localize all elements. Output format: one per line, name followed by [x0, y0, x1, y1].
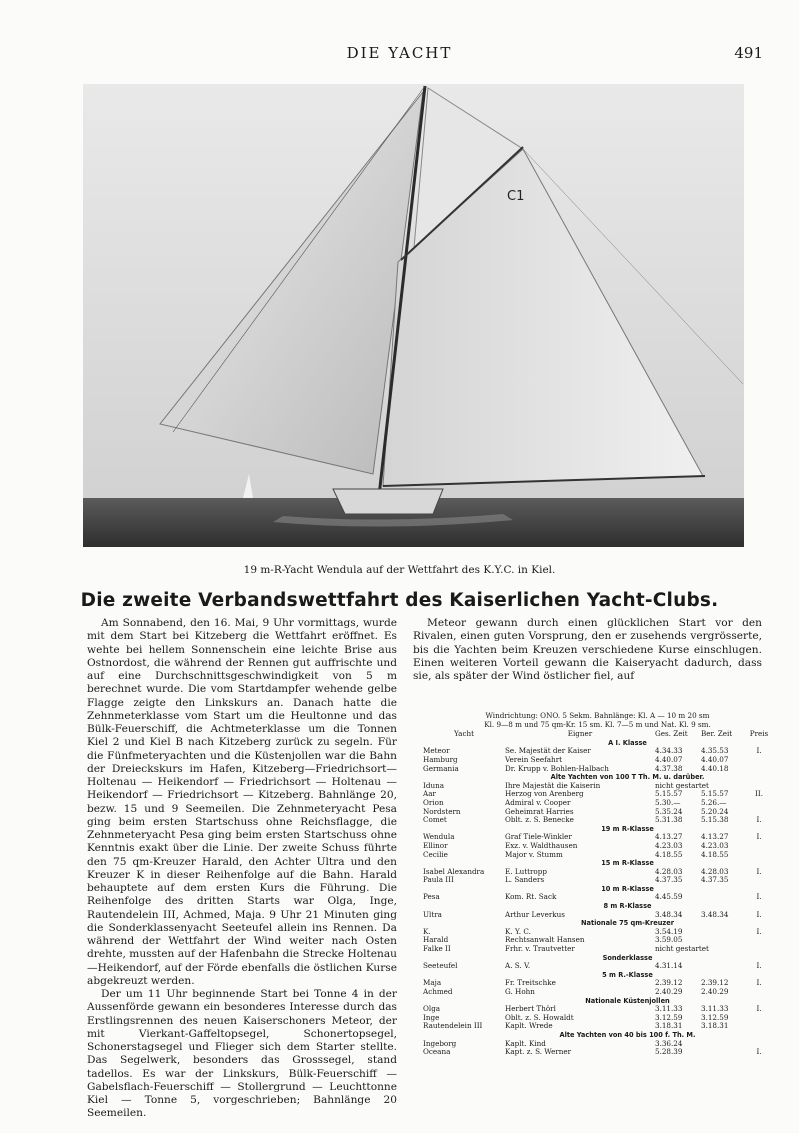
ges-zeit: 4.13.27: [655, 832, 683, 842]
wind-line: Windrichtung: ONO. 5 Sekm. Bahnlänge: Kl. A — 10 m 20 sm: [485, 711, 710, 720]
yacht-name: Ultra: [423, 910, 442, 919]
page-number: 491: [734, 44, 763, 62]
owner-name: Graf Tiele-Winkler: [505, 833, 572, 842]
owner-name: Ihre Majestät die Kaiserin: [505, 781, 601, 790]
owner-name: L. Sanders: [505, 876, 545, 885]
sail-mark: C1: [507, 189, 525, 204]
owner-name: Verein Seefahrt: [505, 755, 563, 764]
owner-name: Arthur Leverkus: [505, 910, 565, 919]
owner-name: Fr. Treitschke: [505, 979, 556, 988]
ber-zeit: [701, 962, 749, 971]
owner-name: Dr. Krupp v. Bohlen-Halbach: [505, 764, 609, 773]
class-heading: 5 m R.-Klasse: [602, 970, 653, 979]
yacht-name: Cecilie: [423, 850, 448, 859]
ber-zeit: 2.40.29: [701, 987, 729, 996]
preis: I.: [756, 1004, 762, 1014]
col-ber-zeit: Ber. Zeit: [701, 729, 733, 739]
ber-zeit: 4.13.27: [701, 832, 729, 842]
ges-zeit: 2.40.29: [655, 987, 683, 996]
ber-zeit: [701, 945, 749, 954]
preis: [749, 876, 769, 885]
owner-name: Frhr. v. Trautvetter: [505, 945, 575, 954]
ges-zeit: 5.30.—: [655, 797, 681, 807]
ges-zeit: 4.37.38: [655, 763, 683, 773]
yacht-name: Ingeborg: [423, 1039, 457, 1048]
preis: [749, 1014, 769, 1023]
yacht-name: Ellinor: [423, 841, 448, 850]
ber-zeit: 5.26.—: [701, 797, 727, 807]
ges-zeit: 3.48.34: [655, 909, 683, 919]
preis: [749, 851, 769, 860]
table-row: [423, 945, 772, 954]
ber-zeit: [701, 893, 749, 902]
yacht-name: Seeteufel: [423, 962, 458, 971]
preis: I.: [756, 832, 762, 842]
preis: II.: [755, 789, 763, 799]
yacht-name: K.: [423, 927, 431, 936]
table-row: [423, 988, 772, 997]
ges-zeit: 3.12.59: [655, 1012, 683, 1022]
col-preis: Preis: [749, 729, 769, 739]
preis: I.: [756, 926, 762, 936]
ber-zeit: 4.18.55: [701, 849, 729, 859]
ber-zeit: 4.37.35: [701, 875, 729, 885]
class-heading: A I. Klasse: [608, 738, 647, 747]
table-row: [423, 765, 772, 774]
preis: I.: [756, 909, 762, 919]
yacht-name: Isabel Alexandra: [423, 867, 485, 876]
yacht-name: Achmed: [423, 988, 453, 996]
class-heading: 8 m R-Klasse: [603, 902, 652, 911]
ber-zeit: 3.18.31: [701, 1021, 729, 1031]
results-table: [423, 712, 772, 1057]
preis: I.: [756, 1047, 762, 1057]
yacht-name: Oceana: [423, 1048, 451, 1057]
preis: I.: [756, 866, 762, 876]
table-row: [423, 816, 772, 825]
ges-zeit: 4.45.59: [655, 892, 683, 902]
ges-zeit: 3.59.05: [655, 935, 683, 945]
yacht-photograph: [83, 84, 744, 547]
owner-name: Kaplt. Kind: [505, 1039, 546, 1048]
ber-zeit: 4.40.07: [701, 754, 729, 764]
ber-zeit: 3.12.59: [701, 1012, 729, 1022]
yacht-name: Aar: [423, 790, 436, 799]
yacht-name: Inge: [423, 1013, 440, 1022]
ges-zeit: nicht gestartet: [655, 780, 709, 790]
ges-zeit: 5.31.38: [655, 815, 683, 825]
col-owner: Eigner: [567, 730, 593, 739]
owner-name: Herbert Thörl: [505, 1005, 556, 1014]
paragraph: Am Sonnabend, den 16. Mai, 9 Uhr vormittags, wurde mit dem Start bei Kitzeberg die Wettfahrt eröffnet. Es wehte bei hellem Sonnenschein eine leichte Brise aus Ostnordost, die während der Rennen gut auffrischte und auf eine Durchschnittsgeschwindigkeit von 5 m berechnet wurde. Die vom Startdampfer wehende gelbe Flagge zeigte den Linkskurs an. Danach hatte die Zehnmeterklasse vom Start um die Heultonne und das Bülk-Feuerschiff, die Achtmeterklasse um die Tonnen Kiel 2 und Kiel B nach Kitzeberg zurück zu segeln. Für die Fünfmeteryachten und die Küstenjollen war die Bahn der Dreieckskurs im Hafen, Kitzeberg—Friedrichsort—Holtenau — Heikendorf — Friedrichsort — Holtenau — Heikendorf — Friedrichsort — Kitzeberg. Bahnlänge 20, bezw. 15 und 9 Seemeilen. Die Zehnmeteryacht Pesa ging beim ersten Startschuss ohne Reichsflagge, die Zehnmeteryacht Pesa ging beim ersten Startschuss ohne Kenntnis exakt über die Linie. Der zweite Schuss führte den 75 qm-Kreuzer Harald, den Achter Ultra und den Kreuzer K in dieser Reihenfolge auf die Bahn. Harald behauptete auf dem ersten Kurs die Führung. Die Reihenfolge des dritten Starts war Olga, Inge, Rautendelein III, Achmed, Maja. 9 Uhr 21 Minuten ging die Sonderklassenyacht Seeteufel allein ins Rennen. Da während der Wettfahrt der Wind weiter nach Osten drehte, mussten auf der Hafenbahn die Strecke Holtenau—Heikendorf, auf der Förde ebenfalls die östlichen Kurse abgekreuzt werden.: [87, 617, 397, 987]
yacht-name: Meteor: [423, 747, 450, 756]
ber-zeit: 4.40.18: [701, 763, 729, 773]
owner-name: G. Hohn: [505, 988, 535, 996]
paragraph: Der um 11 Uhr beginnende Start bei Tonne 4 in der Aussenförde gewann ein besonderes Interesse durch das Erstlingsrennen des neuen Kaiserschoners Meteor, der mit Vierkant-Gaffeltopsegel, Schonertopsegel, Schonerstagsegel und Flieger sich dem Starter stellte. Das Segelwerk, besonders das Grosssegel, stand tadellos. Es war der Linkskurs, Bülk-Feuerschiff — Gabelsflach-Feuerschiff — Stollergrund — Leuchttonne Kiel — Tonne 5, vorgeschrieben; Bahnlänge 20 Seemeilen.: [87, 988, 397, 1120]
table-row: [423, 1040, 772, 1049]
running-header: DIE YACHT: [346, 44, 453, 62]
table-row: [423, 962, 772, 971]
table-row: [423, 1048, 772, 1057]
preis: [749, 936, 769, 945]
col-yacht: Yacht: [453, 730, 474, 739]
column-headers: [423, 730, 772, 739]
yacht-name: Olga: [423, 1005, 441, 1014]
ges-zeit: 5.15.57: [655, 789, 683, 799]
ges-zeit: nicht gestartet: [655, 944, 709, 954]
yacht-name: Iduna: [423, 781, 444, 790]
ges-zeit: 5.28.39: [655, 1047, 683, 1057]
owner-name: K. Y. C.: [505, 927, 531, 936]
yacht-name: Wendula: [423, 833, 455, 842]
ges-zeit: 3.11.33: [655, 1004, 683, 1014]
yacht-illustration: [83, 84, 744, 547]
class-heading: Nationale Küstenjollen: [585, 996, 670, 1005]
ges-zeit: 2.39.12: [655, 978, 683, 988]
yacht-name: Nordstern: [423, 807, 461, 816]
ber-zeit: 4.23.03: [701, 840, 729, 850]
ges-zeit: 4.37.35: [655, 875, 683, 885]
ber-zeit: 5.15.38: [701, 815, 729, 825]
ber-zeit: [701, 1048, 749, 1057]
preis: I.: [756, 978, 762, 988]
table-row: [423, 876, 772, 885]
right-column: [413, 617, 762, 683]
owner-name: A. S. V.: [505, 962, 531, 971]
owner-name: Major v. Stumm: [505, 850, 563, 859]
class-heading: Sonderklasse: [602, 953, 653, 962]
yacht-name: Pesa: [423, 893, 440, 902]
ges-zeit: 4.34.33: [655, 746, 683, 756]
ber-zeit: 3.11.33: [701, 1004, 729, 1014]
col-ges-zeit: Ges. Zeit: [655, 729, 688, 739]
yacht-name: Harald: [423, 936, 449, 945]
photo-caption: 19 m-R-Yacht Wendula auf der Wettfahrt des K.Y.C. in Kiel.: [243, 564, 556, 576]
owner-name: E. Luttropp: [505, 867, 547, 876]
ber-zeit: 4.28.03: [701, 866, 729, 876]
preis: I.: [756, 746, 762, 756]
table-row: [423, 851, 772, 860]
paragraph: Meteor gewann durch einen glücklichen Start vor den Rivalen, einen guten Vorsprung, den er zusehends vergrösserte, bis die Yachten beim Kreuzen verschiedene Kurse einschlugen. Einen weiteren Vorteil gewann die Kaiseryacht dadurch, dass sie, als später der Wind östlicher fiel, auf: [413, 617, 762, 682]
yacht-name: Orion: [423, 798, 444, 807]
table-row: [423, 911, 772, 920]
class-heading: Nationale 75 qm-Kreuzer: [581, 919, 674, 928]
preis: [749, 988, 769, 997]
table-row: [423, 893, 772, 902]
owner-name: Herzog von Arenberg: [505, 790, 584, 799]
ges-zeit: 4.28.03: [655, 866, 683, 876]
yacht-name: Rautendelein III: [423, 1022, 483, 1031]
yacht-name: Germania: [423, 764, 459, 773]
preis: I.: [756, 815, 762, 825]
ges-zeit: 3.36.24: [655, 1038, 683, 1048]
preis: I.: [756, 961, 762, 971]
table-row: [423, 1022, 772, 1031]
ber-zeit: [701, 928, 749, 937]
ber-zeit: [701, 1040, 749, 1049]
ber-zeit: 2.39.12: [701, 978, 729, 988]
hull: [333, 489, 443, 514]
results-sections: [423, 739, 772, 1057]
ges-zeit: 4.18.55: [655, 849, 683, 859]
ges-zeit: 4.31.14: [655, 961, 683, 971]
preis: [749, 842, 769, 851]
ges-zeit: 3.18.31: [655, 1021, 683, 1031]
yacht-name: Maja: [423, 979, 442, 988]
class-heading: 19 m R-Klasse: [601, 824, 654, 833]
ges-zeit: 4.23.03: [655, 840, 683, 850]
yacht-name: Falke II: [423, 945, 451, 954]
preis: [749, 799, 769, 808]
owner-name: Kapt. z. S. Werner: [505, 1048, 572, 1057]
class-heading: 10 m R-Klasse: [601, 884, 654, 893]
yacht-name: Paula III: [423, 876, 454, 885]
ber-zeit: 5.15.57: [701, 789, 729, 799]
class-heading: Alte Yachten von 100 T Th. M. u. darüber.: [550, 773, 705, 782]
preis: [749, 765, 769, 774]
preis: [749, 756, 769, 765]
ges-zeit: 4.40.07: [655, 754, 683, 764]
ber-zeit: 3.48.34: [701, 909, 729, 919]
table-row: [423, 928, 772, 937]
yacht-name: Comet: [423, 816, 447, 825]
preis: [749, 945, 769, 954]
ges-zeit: 3.54.19: [655, 926, 683, 936]
article-headline: Die zweite Verbandswettfahrt des Kaiserlichen Yacht-Clubs.: [80, 590, 719, 611]
owner-name: Rechtsanwalt Hansen: [505, 936, 585, 945]
owner-name: Admiral v. Cooper: [505, 798, 571, 807]
owner-name: Kom. Rt. Sack: [505, 893, 557, 902]
left-column: [87, 617, 397, 1121]
wind-line-2: Kl. 9—8 m und 75 qm-Kr. 15 sm. Kl. 7—5 m und Nat. Kl. 9 sm.: [484, 719, 711, 729]
class-heading: Alte Yachten von 40 bis 100 f. Th. M.: [559, 1030, 696, 1039]
table-row: [423, 936, 772, 945]
preis: I.: [756, 892, 762, 902]
owner-name: Oblt. z. S. Howaldt: [505, 1013, 574, 1022]
preis: [749, 1022, 769, 1031]
owner-name: Kaplt. Wrede: [505, 1022, 553, 1031]
owner-name: Se. Majestät der Kaiser: [505, 747, 591, 756]
ber-zeit: 5.20.24: [701, 806, 729, 816]
ges-zeit: 5.35.24: [655, 806, 683, 816]
ber-zeit: 4.35.53: [701, 746, 729, 756]
owner-name: Exz. v. Waldthausen: [505, 841, 578, 850]
owner-name: Oblt. z. S. Benecke: [505, 816, 574, 825]
yacht-name: Hamburg: [423, 755, 458, 764]
class-heading: 15 m R-Klasse: [601, 859, 654, 868]
owner-name: Geheimrat Harries: [505, 807, 574, 816]
